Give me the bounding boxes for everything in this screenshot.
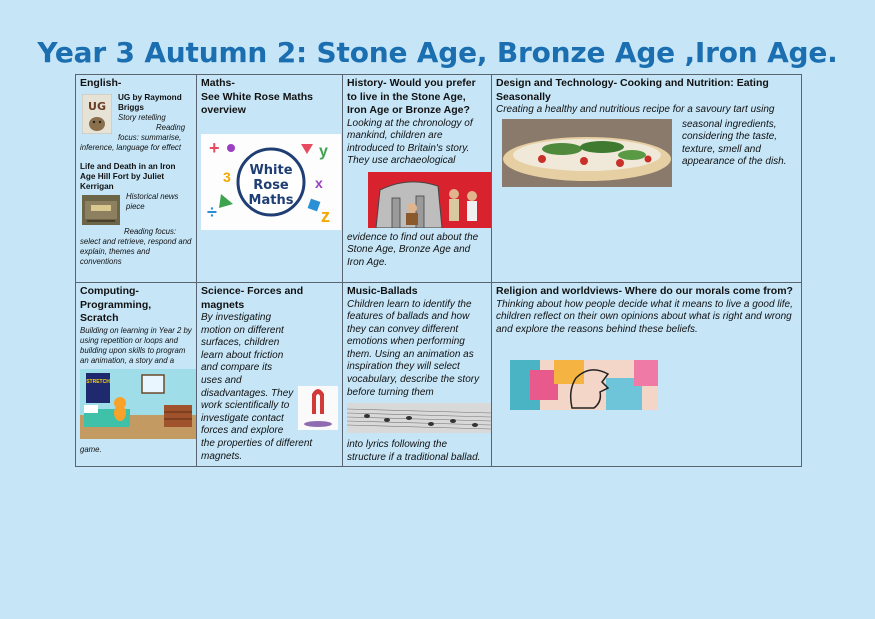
maths-cell <box>197 75 343 283</box>
dt-cell <box>492 75 802 283</box>
english-heading: English- <box>80 77 122 89</box>
logo-line1: White <box>249 162 293 178</box>
music-text1: Children learn to identify the features of ballads and how they can convey different emotions when performing them. Using an animation as inspiration they will select vocabulary, describe the story before turning them <box>347 298 480 398</box>
sheet-music-image <box>347 403 491 433</box>
religion-text: Thinking about how people decide what it means to live a good life, children reflect on their own opinions about what is right and wrong and explore the reasons behind these beliefs. <box>496 298 793 335</box>
scratch-poster-text: STRETCH <box>86 378 110 385</box>
history-cell <box>343 75 492 283</box>
scratch-bedroom-image <box>80 369 196 439</box>
religion-heading: Religion and worldviews- Where do our morals come from? <box>496 285 793 297</box>
savoury-tart-image <box>502 119 672 187</box>
colourful-head-painting-image <box>510 360 658 410</box>
stone-age-image <box>368 172 492 228</box>
svg-text:x: x <box>315 174 323 191</box>
svg-text:÷: ÷ <box>207 201 217 222</box>
religion-cell <box>492 283 802 467</box>
curriculum-grid <box>75 74 802 467</box>
history-text2: evidence to find out about the Stone Age, Bronze Age and Iron Age. <box>347 231 479 269</box>
computing-heading: Computing- Programming, Scratch <box>80 285 152 324</box>
history-text1: Looking at the chronology of mankind, children are introduced to Britain's story. They use archaeological <box>347 117 473 167</box>
dt-text2: seasonal ingredients, considering the taste, texture, smell and appearance of the dish. <box>682 118 787 168</box>
book2-title: Life and Death in an Iron Age Hill Fort by Juliet Kerrigan <box>80 161 176 191</box>
ug-cover-text: UG <box>88 99 106 113</box>
maths-subheading: See White Rose Maths overview <box>201 90 314 116</box>
white-rose-maths-logo-image <box>201 134 341 230</box>
dt-heading: Design and Technology- Cooking and Nutrition: Eating Seasonally <box>496 77 769 103</box>
book1-line2: Reading focus: summarise, inference, language for effect <box>80 122 186 152</box>
computing-cell <box>76 283 197 467</box>
music-text2: into lyrics following the structure if a traditional ballad. <box>347 439 481 463</box>
computing-text1: Building on learning in Year 2 by using repetition or loops and building upon skills to program an animation, a story and a <box>80 325 192 365</box>
book1-title: UG by Raymond Briggs <box>118 92 182 112</box>
logo-line3: Maths <box>248 192 294 208</box>
book1-line1: Story retelling <box>118 112 166 122</box>
history-heading: History- Would you prefer to live in the Stone Age, Iron Age or Bronze Age? <box>347 77 476 116</box>
book2-line1: Historical news piece <box>126 191 179 211</box>
magnet-image <box>298 386 338 430</box>
svg-text:y: y <box>319 142 328 160</box>
svg-text:z: z <box>321 205 330 226</box>
science-heading: Science- Forces and magnets <box>201 285 304 311</box>
maths-heading: Maths- <box>201 77 235 89</box>
logo-line2: Rose <box>253 177 289 193</box>
science-cell <box>197 283 343 467</box>
computing-text2: game. <box>80 444 102 454</box>
svg-text:3: 3 <box>223 168 231 185</box>
science-text: By investigating motion on different surfaces, children learn about friction and compare its uses and disadvantages. They work scientifically to investigate contact forces and explore the properties of different magnets. <box>201 312 313 462</box>
book2-line2: Reading focus: select and retrieve, respond and explain, themes and conventions <box>80 226 192 266</box>
music-cell <box>343 283 492 467</box>
ug-book-cover-image <box>82 94 112 134</box>
page-title: Year 3 Autumn 2: Stone Age, Bronze Age ,Iron Age. <box>37 36 838 69</box>
svg-text:+: + <box>209 137 220 158</box>
hill-fort-book-image <box>82 195 120 225</box>
music-heading: Music-Ballads <box>347 285 418 297</box>
dt-text1: Creating a healthy and nutritious recipe for a savoury tart using <box>496 104 775 115</box>
english-cell <box>76 75 197 283</box>
